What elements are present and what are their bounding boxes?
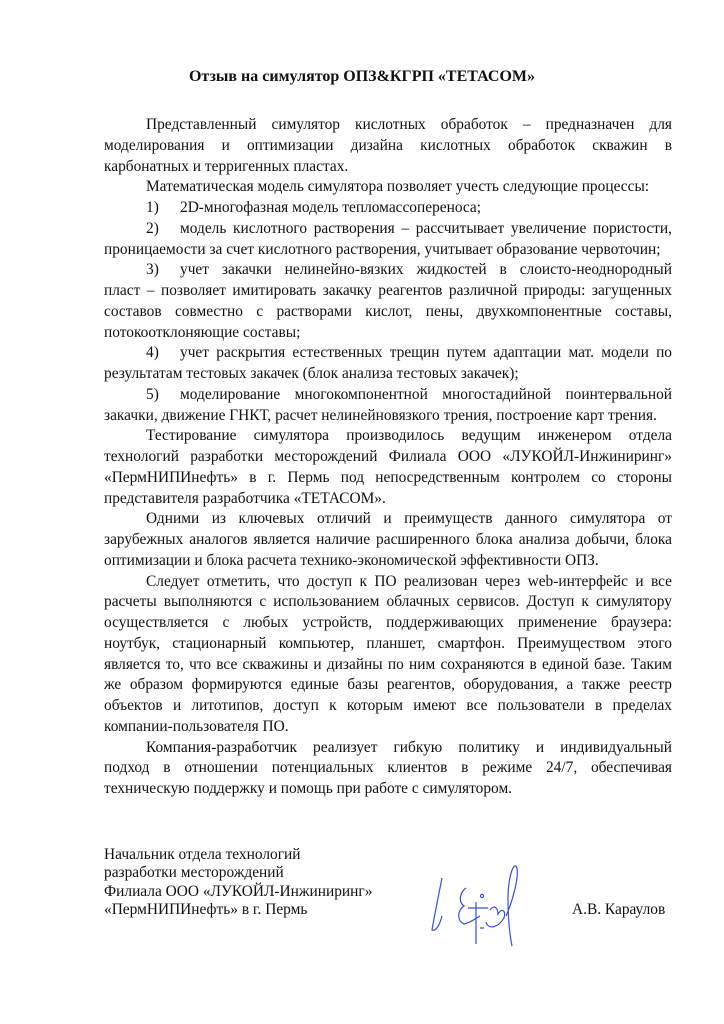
line-text: «ПермНИПИнефть» в г. Пермь под непосредственным контролем со стороны bbox=[104, 468, 672, 486]
line-text: Тестирование симулятора производилось ведущим инженером отдела bbox=[146, 427, 672, 445]
list-item bbox=[104, 219, 672, 261]
line-text: техническую поддержку и помощь при работе с симулятором. bbox=[104, 780, 513, 797]
list-number: 4) bbox=[146, 344, 159, 362]
line-text: карбонатных и терригенных пластах. bbox=[104, 157, 349, 175]
line-text: компании-пользователя ПО. bbox=[104, 717, 289, 735]
paragraph bbox=[104, 572, 672, 738]
line-text: учет раскрытия естественных трещин путем адаптации мат. модели по bbox=[180, 344, 672, 362]
signatory-line: «ПермНИПИнефть» в г. Пермь bbox=[104, 900, 308, 918]
line-text: моделирования и оптимизации дизайна кислотных обработок скважин в bbox=[104, 136, 672, 154]
line-text: Компания-разработчик реализует гибкую политику и индивидуальный bbox=[146, 738, 672, 756]
document-title: Отзыв на симулятор ОПЗ&КГРП «ТЕТАСОМ» bbox=[188, 68, 536, 85]
text-line bbox=[104, 260, 672, 281]
line-text: Следует отметить, что доступ к ПО реализован через web-интерфейс и все bbox=[146, 572, 672, 590]
line-text: оптимизации и блока расчета технико-экономической эффективности ОПЗ. bbox=[104, 551, 599, 569]
line-text: 2D-многофазная модель тепломассопереноса; bbox=[180, 199, 482, 216]
text-line bbox=[104, 509, 672, 530]
text-line bbox=[104, 323, 672, 344]
list-item bbox=[104, 198, 672, 219]
paragraph bbox=[104, 509, 672, 571]
text-line bbox=[104, 468, 672, 489]
line-text: зарубежных аналогов является наличие расширенного блока анализа добычи, блока bbox=[104, 531, 672, 548]
text-line bbox=[104, 738, 672, 759]
text-line bbox=[104, 364, 672, 385]
text-line bbox=[104, 385, 672, 406]
text-line bbox=[104, 426, 672, 447]
text-line bbox=[104, 551, 672, 572]
line-text: модель кислотного растворения – рассчитывает увеличение пористости, bbox=[180, 219, 672, 237]
line-text: моделирование многокомпонентной многостадийной поинтервальной bbox=[180, 385, 672, 403]
line-text: Одними из ключевых отличий и преимуществ данного симулятора от bbox=[146, 510, 672, 528]
text-line bbox=[104, 198, 672, 219]
list-item bbox=[104, 385, 672, 427]
text-line bbox=[104, 177, 672, 198]
text-line bbox=[104, 281, 672, 302]
signatory-line: разработки месторождений bbox=[104, 864, 284, 882]
line-text: осуществляется с любых устройств, поддерживающих применение браузера: bbox=[104, 614, 672, 631]
text-line bbox=[104, 717, 672, 738]
line-text: проницаемости за счет кислотного растворения, учитывает образование червоточин; bbox=[104, 240, 661, 258]
text-line bbox=[104, 240, 672, 261]
text-line bbox=[104, 530, 672, 551]
list-item bbox=[104, 260, 672, 343]
text-line bbox=[104, 157, 672, 178]
signatory-line: Начальник отдела технологий bbox=[104, 846, 301, 863]
signatory-line: Филиала ООО «ЛУКОЙЛ-Инжиниринг» bbox=[104, 882, 373, 900]
paragraph bbox=[104, 177, 672, 198]
line-text: же образом формируются единые базы реагентов, оборудования, а также реестр bbox=[104, 676, 672, 694]
line-text: объектов и литотипов, доступ к которым имеют все пользователи в пределах bbox=[104, 697, 672, 714]
line-text: является то, что все скважины и дизайны по ним сохраняются в единой базе. Таким bbox=[104, 655, 672, 673]
paragraph bbox=[104, 738, 672, 800]
line-text: учет закачки нелинейно-вязких жидкостей в слоисто-неоднородный bbox=[180, 261, 672, 279]
list-number: 3) bbox=[146, 261, 159, 279]
line-text: Математическая модель симулятора позволяет учесть следующие процессы: bbox=[146, 178, 650, 196]
paragraph bbox=[104, 426, 672, 509]
text-line bbox=[104, 758, 672, 779]
text-line bbox=[104, 655, 672, 676]
text-line bbox=[104, 613, 672, 634]
paragraph bbox=[104, 115, 672, 177]
text-line bbox=[104, 572, 672, 593]
list-item bbox=[104, 343, 672, 385]
text-line bbox=[104, 302, 672, 323]
text-line bbox=[104, 696, 672, 717]
text-line bbox=[104, 634, 672, 655]
text-line bbox=[104, 592, 672, 613]
signatory-name: А.В. Караулов bbox=[572, 901, 666, 918]
line-text: ноутбук, стационарный компьютер, планшет, смартфон. Преимуществом этого bbox=[104, 634, 672, 652]
handwritten-signature bbox=[428, 858, 528, 950]
text-line bbox=[104, 447, 672, 468]
text-line bbox=[104, 219, 672, 240]
document-body bbox=[104, 115, 672, 800]
text-line bbox=[104, 343, 672, 364]
line-text: расчеты выполняются с использованием облачных сервисов. Доступ к симулятору bbox=[104, 593, 672, 611]
list-number: 1) bbox=[146, 199, 159, 216]
list-number: 2) bbox=[146, 219, 159, 237]
line-text: представителя разработчика «ТЕТАСОМ». bbox=[104, 489, 386, 507]
text-line bbox=[104, 489, 672, 510]
text-line bbox=[104, 406, 672, 427]
line-text: потокоотклоняющие составы; bbox=[104, 323, 301, 341]
text-line bbox=[104, 136, 672, 157]
text-line bbox=[104, 115, 672, 136]
line-text: составов совместно с растворами кислот, пены, двухкомпонентные составы, bbox=[104, 302, 672, 320]
text-line bbox=[104, 779, 672, 800]
line-text: пласт – позволяет имитировать закачку реагентов различной природы: загущенных bbox=[104, 282, 672, 299]
text-line bbox=[104, 675, 672, 696]
list-number: 5) bbox=[146, 385, 159, 403]
signatory-position bbox=[104, 846, 372, 919]
line-text: подход в отношении потенциальных клиентов в режиме 24/7, обеспечивая bbox=[104, 759, 672, 777]
line-text: технологий разработки месторождений Филиала ООО «ЛУКОЙЛ-Инжиниринг» bbox=[104, 448, 672, 465]
line-text: результатам тестовых закачек (блок анализа тестовых закачек); bbox=[104, 365, 519, 382]
line-text: Представленный симулятор кислотных обработок – предназначен для bbox=[146, 116, 672, 133]
line-text: закачки, движение ГНКТ, расчет нелинейновязкого трения, построение карт трения. bbox=[104, 406, 657, 424]
